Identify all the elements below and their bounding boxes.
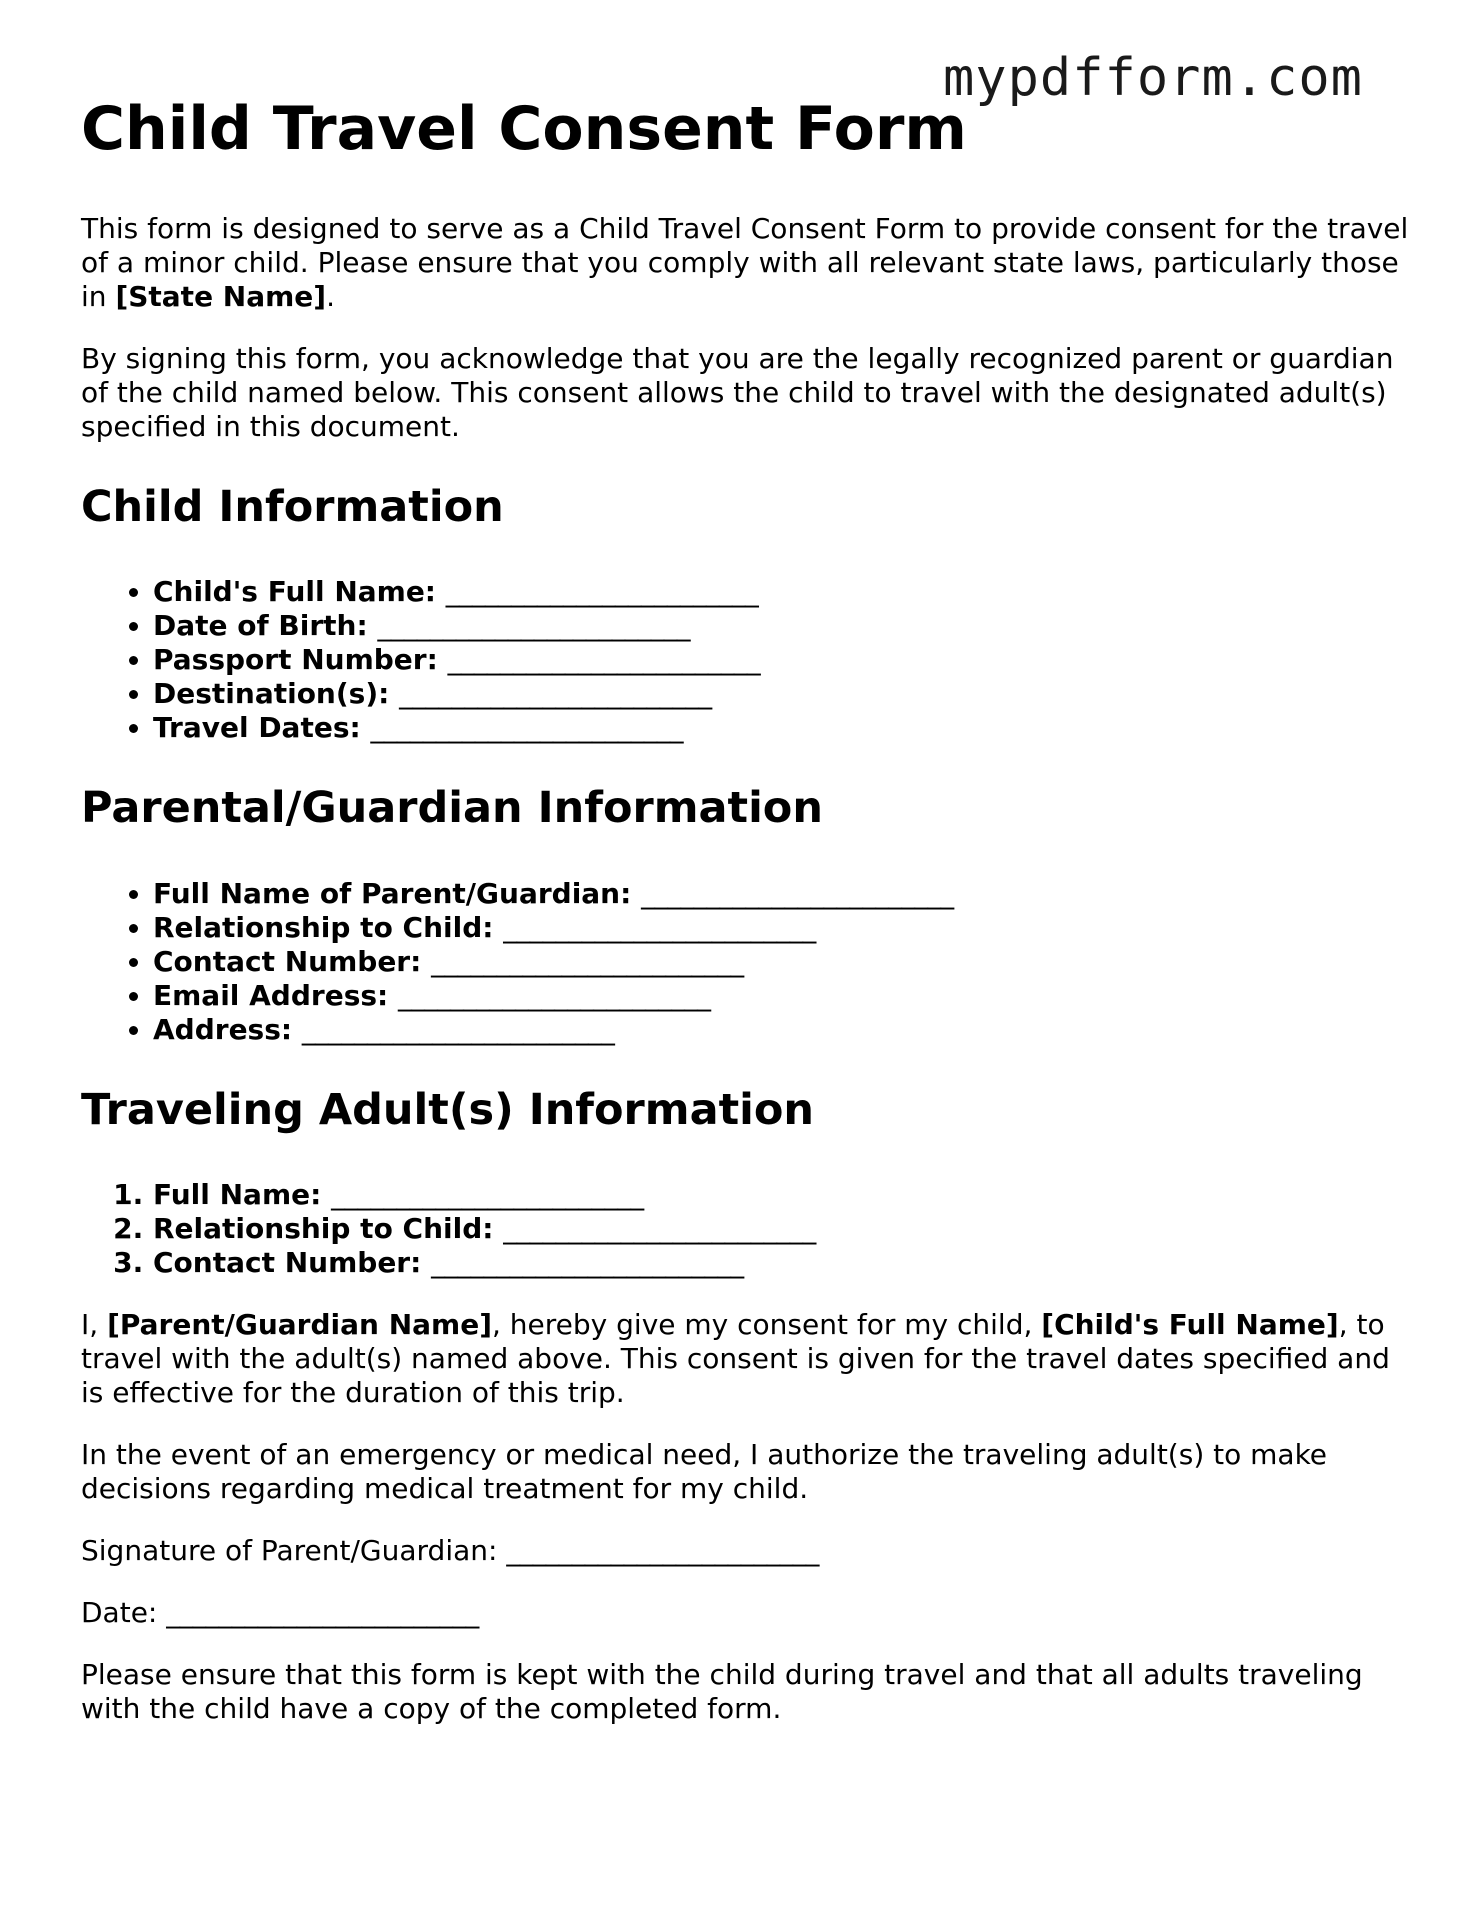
emergency-paragraph: In the event of an emergency or medical need, I authorize the traveling adult(s) to make decisions regarding medical treatment for my child. [81, 1437, 1328, 1505]
list-item: 3. Contact Number: ________________________ [153, 1246, 1411, 1280]
signature-line: Signature of Parent/Guardian: ________________________ [81, 1533, 819, 1567]
childs-full-name-blank[interactable]: ________________________ [445, 575, 758, 609]
list-item: • Date of Birth: ________________________ [153, 609, 1411, 643]
form-document [81, 96, 1411, 1754]
date-line: Date: ________________________ [81, 1595, 479, 1629]
watermark: mypdfform.com [943, 48, 1363, 108]
list-item: • Address: ________________________ [153, 1013, 1411, 1047]
list-item: • Relationship to Child: ________________________ [153, 911, 1411, 945]
list-item: • Travel Dates: ________________________ [153, 711, 1411, 745]
destinations-blank[interactable]: ________________________ [399, 677, 712, 711]
intro-paragraph-1: This form is designed to serve as a Child Travel Consent Form to provide consent for the travel of a minor child. Please ensure that you comply with all relevant state laws, particularly those in [State Name]. [81, 212, 1409, 313]
adult-full-name-blank[interactable]: ________________________ [331, 1177, 644, 1211]
signature-blank[interactable]: ________________________ [506, 1533, 819, 1567]
passport-number-blank[interactable]: ________________________ [447, 643, 760, 677]
parent-email-blank[interactable]: ________________________ [397, 978, 710, 1012]
date-blank[interactable]: ________________________ [166, 1595, 479, 1629]
child-name-placeholder: [Child's Full Name] [1041, 1307, 1339, 1341]
closing-paragraph: Please ensure that this form is kept with the child during travel and that all adults traveling with the child have a copy of the completed form. [81, 1657, 1363, 1725]
list-item: • Contact Number: ________________________ [153, 945, 1411, 979]
list-item: • Passport Number: ________________________ [153, 643, 1411, 677]
adult-relationship-blank[interactable]: ________________________ [503, 1211, 816, 1245]
child-info-heading: Child Information [81, 482, 504, 532]
intro-paragraph-2: By signing this form, you acknowledge that you are the legally recognized parent or guardian of the child named below. This consent allows the child to travel with the designated adult(s) specified in this document. [81, 342, 1394, 443]
parent-relationship-blank[interactable]: ________________________ [503, 910, 816, 944]
parent-info-heading: Parental/Guardian Information [81, 783, 823, 834]
parent-info-list [81, 877, 1411, 1047]
list-item: • Child's Full Name: ________________________ [153, 575, 1411, 609]
adult-info-list [81, 1178, 1411, 1280]
parent-full-name-blank[interactable]: ________________________ [641, 876, 954, 910]
list-item: • Email Address: ________________________ [153, 979, 1411, 1013]
list-item: • Destination(s): ________________________ [153, 677, 1411, 711]
list-item: 1. Full Name: ________________________ [153, 1178, 1411, 1212]
parent-name-placeholder: [Parent/Guardian Name] [107, 1307, 492, 1341]
adult-contact-number-blank[interactable]: ________________________ [431, 1245, 744, 1279]
parent-address-blank[interactable]: ________________________ [301, 1012, 614, 1046]
date-of-birth-blank[interactable]: ________________________ [377, 609, 690, 643]
page-title: Child Travel Consent Form [81, 94, 967, 164]
travel-dates-blank[interactable]: ________________________ [370, 711, 683, 745]
child-info-list [81, 575, 1411, 745]
parent-contact-number-blank[interactable]: ________________________ [431, 944, 744, 978]
consent-paragraph: I, [Parent/Guardian Name], hereby give my consent for my child, [Child's Full Name], to travel with the adult(s) named above. This consent is given for the travel dates specified and is effective for the duration of this trip. [81, 1307, 1390, 1409]
list-item: 2. Relationship to Child: ________________________ [153, 1212, 1411, 1246]
list-item: • Full Name of Parent/Guardian: ________________________ [153, 877, 1411, 911]
state-name-placeholder: [State Name] [115, 280, 327, 313]
adult-info-heading: Traveling Adult(s) Information [81, 1084, 815, 1135]
